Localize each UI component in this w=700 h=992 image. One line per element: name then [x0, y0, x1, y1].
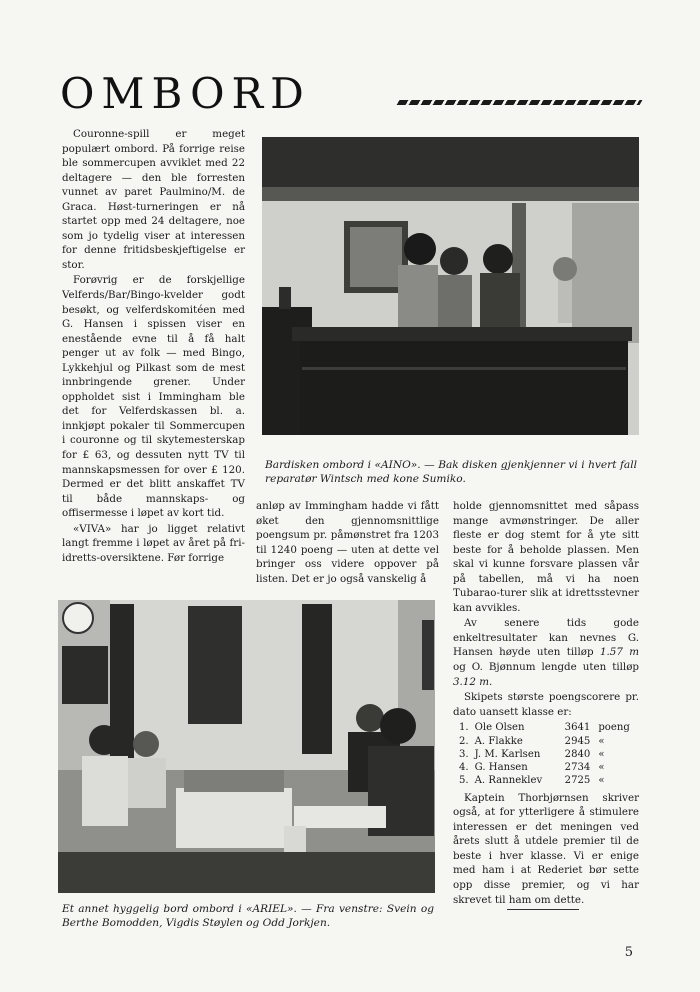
caption-table-photo: Et annet hyggelig bord ombord i «ARIEL». — Fra venstre: Svein og Berthe Bomodden, Vigdis Støylen og Odd Jorkjen.: [62, 903, 434, 929]
table-row: [459, 735, 636, 748]
paragraph-velferd: Forøvrig er de forskjellige Velferds/Bar/Bingo-kvelder godt besøkt, og velferdskomitéen med G. Hansen i spissen viser en enestående evne til å få halt penger ut av folk — med Bingo, Lykkehjul og Pilkast som de mest innbringende grener. Under oppholdet sist i Immingham ble det for Velferdskassen bl. a. innkjøpt pokaler til Sommercupen i couronne og til skytemesterskap for £ 63, og dessuten nytt TV til mannskapsmessen for over £ 120. Dermed er det blitt anskaffet TV til både mannskaps- og offisermesse i løpet av kort tid.: [62, 274, 245, 520]
paragraph-immingham: anløp av Immingham hadde vi fått øket den gjennomsnittlige poengsum pr. påmønstret fra 1203 til 1240 poeng — uten at dette vel bringer oss videre oppover på listen. Det er jo også vanskelig å: [256, 500, 439, 585]
scorer-rank: 1.: [459, 722, 469, 734]
results-line-a: uten tilløp: [536, 646, 594, 659]
paragraph-resultater: Av senere tids gode enkeltresultater kan nevnes G. Hansen høyde uten tilløp 1.57 m og O. Bjønnum lengde uten tilløp 3.12 m.: [453, 617, 640, 688]
paragraph-poengscorere: Skipets største poengscorere pr. dato uansett klasse er:: [453, 691, 639, 718]
scorer-unit: «: [598, 762, 605, 774]
article-end-rule: [507, 909, 579, 910]
scorer-unit: «: [598, 748, 605, 760]
result-height: 1.57 m: [599, 646, 640, 659]
scorer-name: J. M. Karlsen: [474, 748, 541, 760]
article-column-right: [453, 499, 639, 907]
photo-bar-counter: [262, 137, 639, 435]
photo-table-scene: [58, 600, 435, 893]
scorer-points: 3641: [564, 722, 591, 734]
scorer-unit: «: [598, 775, 605, 787]
scorer-rank: 5.: [459, 775, 469, 787]
scorers-table: [459, 721, 636, 787]
paragraph-viva: «VIVA» har jo ligget relativt langt fremme i løpet av året på fri-idretts-oversiktene. Før forrige: [62, 522, 245, 564]
article-column-left: [62, 127, 245, 565]
scorer-rank: 2.: [459, 735, 469, 747]
bar-counter-photo-illustration: [262, 137, 639, 435]
paragraph-kaptein: Kaptein Thorbjørnsen skriver også, at for ytterligere å stimulere interessen er det meningen ved årets slutt å utdele premier til de beste i hver klasse. Vi er enige med ham i at Rederiet bør sette opp disse premier, og vi har skrevet til ham om dette.: [453, 791, 639, 906]
scorer-rank: 3.: [459, 748, 469, 760]
scorer-points: 2945: [564, 735, 591, 747]
paragraph-couronne: Couronne-spill er meget populært ombord. På forrige reise ble sommercupen avviklet med 22 deltagere — den ble forresten vunnet av paret Paulmino/M. de Graca. Høst-turneringen er nå startet opp med 24 deltagere, noe som jo tydelig viser at interessen for denne fritidsbeskjeftigelse er stor.: [62, 128, 245, 271]
table-row: [459, 748, 636, 761]
scorer-unit: «: [598, 735, 605, 747]
caption-bar-photo: Bardisken ombord i «AINO». — Bak disken gjenkjenner vi i hvert fall reparatør Wintsch med kone Sumiko.: [265, 459, 637, 485]
page-heading: OMBORD: [60, 69, 311, 118]
table-row: [459, 721, 636, 734]
scorer-rank: 4.: [459, 762, 469, 774]
article-column-middle: [256, 499, 439, 586]
table-scene-photo-illustration: [58, 600, 435, 893]
table-row: [459, 774, 636, 787]
scorer-unit: poeng: [598, 722, 630, 734]
scorer-name: G. Hansen: [474, 762, 528, 774]
scorer-points: 2734: [564, 762, 591, 774]
results-line-b: og O. Bjønnum lengde uten tilløp: [453, 661, 639, 674]
paragraph-gjennomsnitt: holde gjennomsnittet med såpass mange avmønstringer. De aller fleste er dog stemt for å yte sitt beste for å beholde plassen. Men skal vi kunne forsvare plassen vår på tabellen, må vi ha noen Tubarao-turer slik at idrettsstevner kan avvikles.: [453, 500, 639, 614]
result-length: 3.12 m: [453, 675, 489, 688]
scorer-points: 2840: [564, 748, 591, 760]
page-number: 5: [624, 945, 633, 960]
table-row: [459, 761, 636, 774]
results-lead: Av senere tids gode enkeltresultater kan nevnes G. Hansen høyde: [453, 617, 639, 659]
scorer-name: Ole Olsen: [474, 722, 525, 734]
heading-decorative-rule: [397, 100, 643, 105]
scorer-name: A. Ranneklev: [474, 775, 543, 787]
scorer-name: A. Flakke: [474, 735, 523, 747]
scorer-points: 2725: [564, 775, 591, 787]
